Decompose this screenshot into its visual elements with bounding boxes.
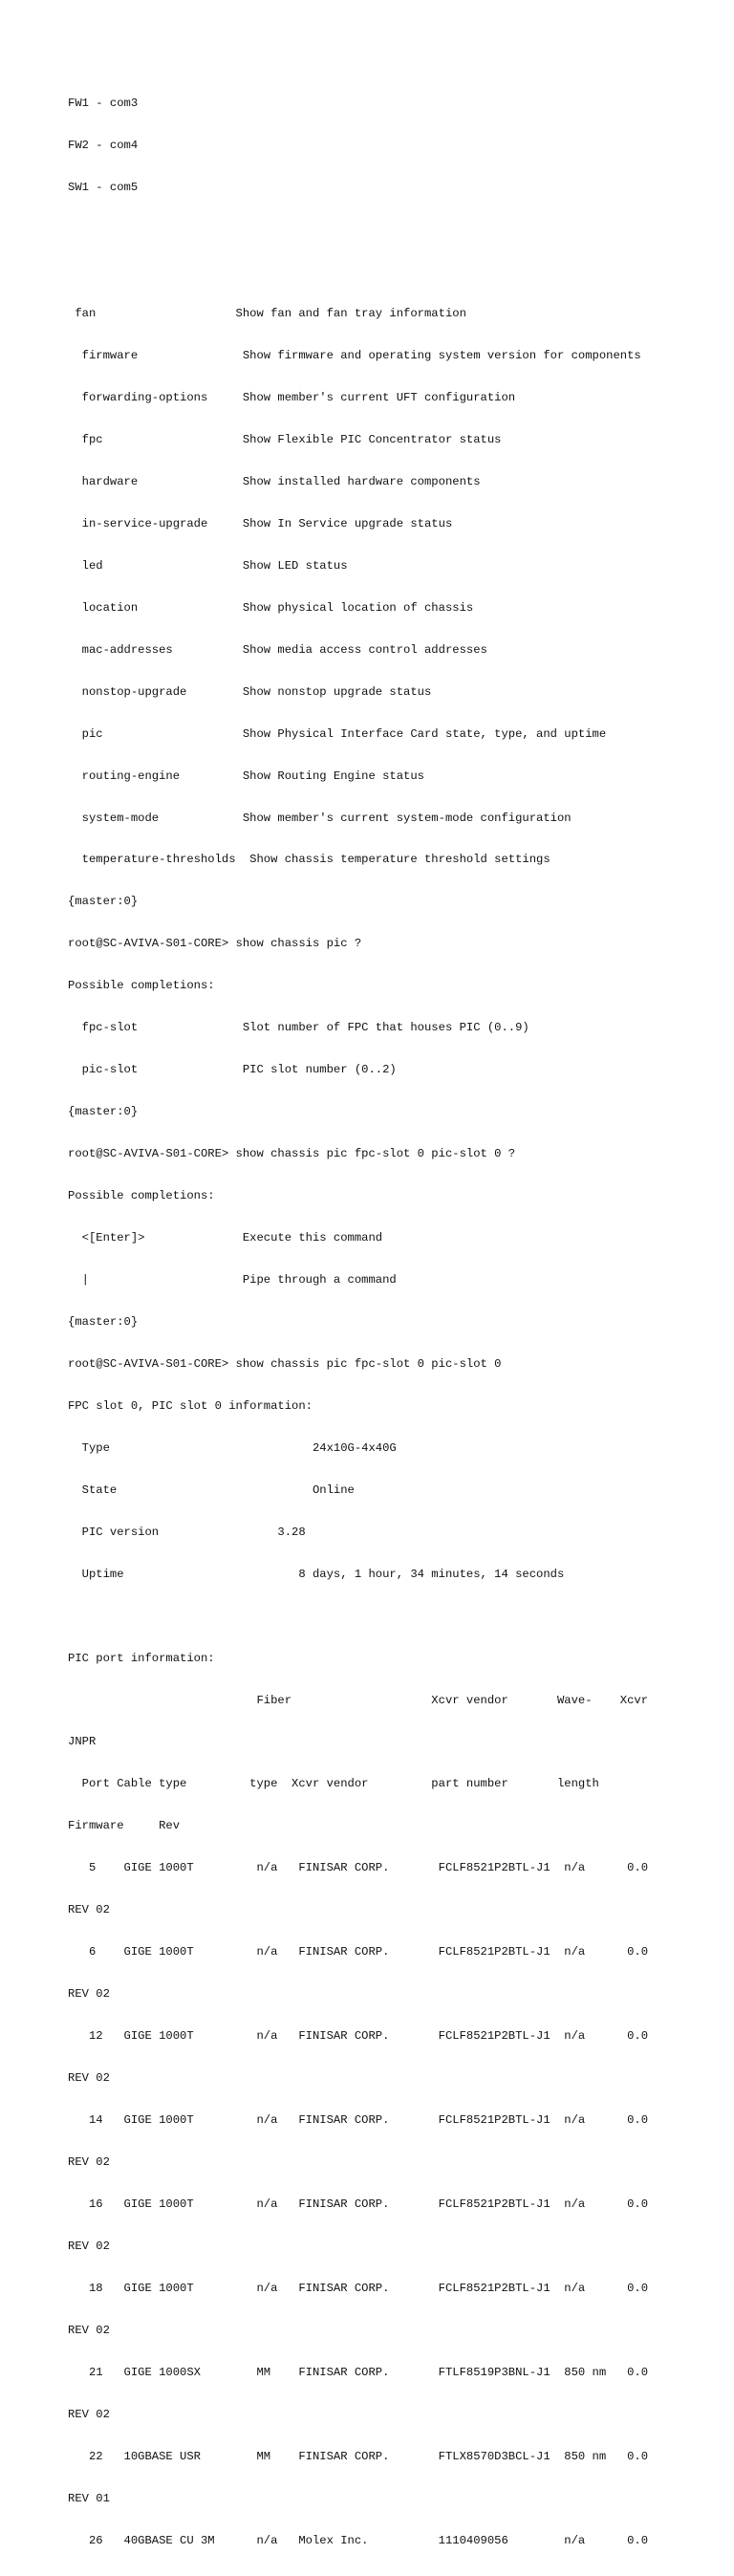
text-line: REV 01	[68, 2491, 110, 2505]
text-line: temperature-thresholds Show chassis temperature threshold settings	[68, 853, 550, 867]
text-line: State Online	[68, 1483, 355, 1497]
text-line: 22 10GBASE USR MM FINISAR CORP. FTLX8570D3BCL-J1 850 nm 0.0	[68, 2449, 649, 2463]
text-line: in-service-upgrade Show In Service upgrade status	[68, 516, 453, 530]
text-line: 16 GIGE 1000T n/a FINISAR CORP. FCLF8521P2BTL-J1 n/a 0.0	[68, 2197, 649, 2211]
text-line: mac-addresses Show media access control addresses	[68, 642, 487, 657]
text-line: Uptime 8 days, 1 hour, 34 minutes, 14 seconds	[68, 1567, 565, 1581]
text-line: {master:0}	[68, 1314, 139, 1329]
text-line	[68, 223, 648, 237]
text-line: Fiber Xcvr vendor Wave- Xcvr	[68, 1693, 649, 1707]
text-line: JNPR	[68, 1735, 97, 1749]
text-line	[68, 265, 648, 279]
text-line: Type 24x10G-4x40G	[68, 1440, 397, 1455]
text-line: 18 GIGE 1000T n/a FINISAR CORP. FCLF8521P2BTL-J1 n/a 0.0	[68, 2281, 649, 2295]
text-line: system-mode Show member's current system-mode configuration	[68, 811, 572, 825]
text-line: Firmware Rev	[68, 1819, 181, 1833]
text-line: {master:0}	[68, 1105, 139, 1119]
text-line: | Pipe through a command	[68, 1273, 397, 1287]
text-line: FW2 - com4	[68, 139, 139, 153]
text-line: routing-engine Show Routing Engine status	[68, 768, 424, 783]
text-line: location Show physical location of chassis	[68, 600, 474, 615]
text-line: root@SC-AVIVA-S01-CORE> show chassis pic fpc-slot 0 pic-slot 0	[68, 1356, 502, 1371]
text-line: hardware Show installed hardware components	[68, 474, 481, 488]
text-line: pic-slot PIC slot number (0..2)	[68, 1063, 397, 1077]
text-line: REV 02	[68, 2407, 110, 2421]
text-line: REV 02	[68, 2071, 110, 2086]
text-line	[68, 1610, 648, 1624]
text-line: firmware Show firmware and operating system version for components	[68, 349, 641, 363]
terminal-transcript	[68, 69, 648, 2576]
text-line: Port Cable type type Xcvr vendor part number length	[68, 1777, 599, 1791]
text-line: fpc-slot Slot number of FPC that houses PIC (0..9)	[68, 1021, 529, 1035]
text-line: nonstop-upgrade Show nonstop upgrade status	[68, 684, 432, 699]
text-line: REV 02	[68, 1987, 110, 2002]
text-line: root@SC-AVIVA-S01-CORE> show chassis pic ?	[68, 937, 362, 951]
text-line: led Show LED status	[68, 558, 348, 573]
text-line: root@SC-AVIVA-S01-CORE> show chassis pic fpc-slot 0 pic-slot 0 ?	[68, 1147, 516, 1161]
text-line: Possible completions:	[68, 979, 215, 993]
text-line: 12 GIGE 1000T n/a FINISAR CORP. FCLF8521P2BTL-J1 n/a 0.0	[68, 2029, 649, 2044]
text-line: Possible completions:	[68, 1189, 215, 1203]
text-line: {master:0}	[68, 895, 139, 909]
text-line: REV 02	[68, 2239, 110, 2253]
text-line: PIC version 3.28	[68, 1525, 306, 1539]
text-line: pic Show Physical Interface Card state, type, and uptime	[68, 726, 607, 741]
text-line: SW1 - com5	[68, 181, 139, 195]
text-line: 26 40GBASE CU 3M n/a Molex Inc. 1110409056 n/a 0.0	[68, 2533, 649, 2547]
text-line: <[Enter]> Execute this command	[68, 1231, 383, 1245]
text-line: fpc Show Flexible PIC Concentrator status	[68, 432, 502, 446]
text-line: 5 GIGE 1000T n/a FINISAR CORP. FCLF8521P2BTL-J1 n/a 0.0	[68, 1861, 649, 1875]
text-line: forwarding-options Show member's current UFT configuration	[68, 390, 516, 404]
text-line: 21 GIGE 1000SX MM FINISAR CORP. FTLF8519P3BNL-J1 850 nm 0.0	[68, 2365, 649, 2379]
text-line: 6 GIGE 1000T n/a FINISAR CORP. FCLF8521P2BTL-J1 n/a 0.0	[68, 1945, 649, 1959]
text-line: FPC slot 0, PIC slot 0 information:	[68, 1398, 313, 1413]
text-line: REV 02	[68, 1903, 110, 1917]
text-line: PIC port information:	[68, 1651, 215, 1665]
text-line: REV 02	[68, 2323, 110, 2337]
text-line: fan Show fan and fan tray information	[68, 307, 466, 321]
text-line: 14 GIGE 1000T n/a FINISAR CORP. FCLF8521P2BTL-J1 n/a 0.0	[68, 2113, 649, 2128]
text-line: REV 02	[68, 2155, 110, 2170]
text-line: FW1 - com3	[68, 97, 139, 111]
